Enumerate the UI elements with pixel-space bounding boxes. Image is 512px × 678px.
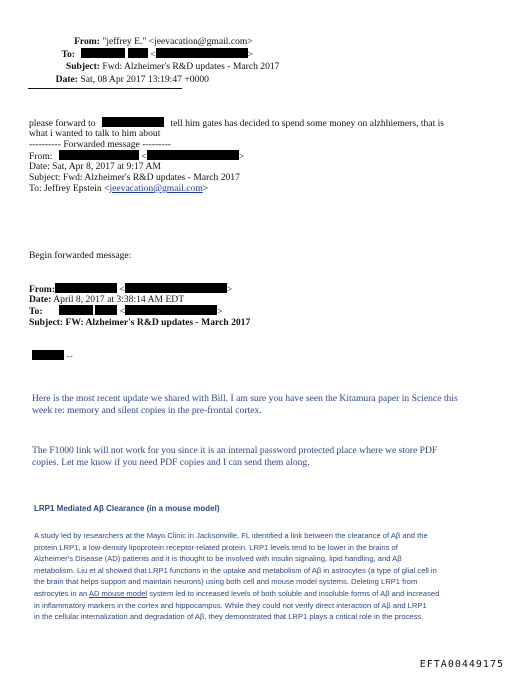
inner-from-row: From: < >	[29, 284, 233, 295]
header-from-label: From:	[74, 36, 100, 47]
begin-forwarded: Begin forwarded message:	[29, 250, 132, 261]
body-text: tell him gates has decided to spend some money on alzhhiemers, that is	[170, 118, 445, 129]
inner-subject-label: Subject:	[29, 317, 64, 328]
section-line: metabolism. Liu et al showed that LRP1 functions in the uptake and metabolism of Aβ in astrocytes (a type of glial cell in	[34, 565, 437, 575]
header-from-row	[0, 36, 512, 47]
redaction-box	[125, 305, 217, 315]
redaction-box	[32, 350, 64, 360]
body-line-2: what i wanted to talk to him about	[29, 128, 161, 139]
section-line: A study led by researchers at the Mayo Clinic in Jacksonville, FL identified a link between the clearance of Aβ and the	[34, 531, 428, 540]
fwd-to-row: To: Jeffrey Epstein <jeevacation@gmail.com>	[29, 183, 209, 194]
section-line: protein LRP1, a low-density lipoprotein receptor-related protein. LRP1 levels tend to be lower in the brains of	[34, 542, 398, 552]
fwd-date: Date: Sat, Apr 8, 2017 at 9:17 AM	[29, 161, 161, 172]
inner-date-value: April 8, 2017 at 3:38:14 AM EDT	[53, 294, 185, 305]
section-line: astrocytes in an AD mouse model system led to increased levels of both soluble and insoluble forms of Aβ and increased	[34, 588, 440, 598]
document-id: EFTA00449175	[419, 659, 504, 670]
section-line: Alzheimer's Disease (AD) patients and it is thought to be involved with insulin signaling, lipid handling, and Aβ	[34, 554, 402, 564]
header-subject-value: Fwd: Alzheimer's R&D updates - March 2017	[102, 61, 280, 72]
inner-date-row	[29, 294, 184, 305]
section-title: LRP1 Mediated Aβ Clearance (in a mouse model)	[34, 504, 220, 513]
section-line: in inflammatory markers in the cortex and hippocampus. While they could not verify direct interaction of Aβ and LRP1	[34, 600, 427, 610]
redaction-box	[59, 150, 139, 160]
fwd-from-label: From:	[29, 151, 53, 162]
section-line: the brain that helps support and maintain neurons) using both cell and mouse model systems. Deleting LRP1 from	[34, 577, 418, 587]
header-date-value: Sat, 08 Apr 2017 13:19:47 +0000	[80, 74, 209, 85]
redaction-box	[55, 283, 117, 293]
message-para2-line2: copies. Let me know if you need PDF copies and I can send them along.	[32, 457, 310, 468]
header-to-label: To:	[61, 49, 75, 60]
inner-subject-value: FW: Alzheimer's R&D updates - March 2017	[65, 317, 251, 328]
inner-date-label: Date:	[29, 294, 52, 305]
redaction-box	[59, 305, 93, 315]
forwarded-divider: ---------- Forwarded message ---------	[29, 139, 171, 150]
message-para1-line1: Here is the most recent update we shared with Bill. I am sure you have seen the Kitamura paper in Science this	[32, 393, 458, 404]
message-para1-line2: week re: memory and silent copies in the pre-frontal cortex.	[32, 405, 262, 416]
signature-row	[32, 350, 73, 362]
redaction-box	[128, 48, 148, 58]
signature-dashes: --	[66, 351, 73, 362]
fwd-to-prefix: To: Jeffrey Epstein <	[29, 183, 110, 194]
fwd-subject: Subject: Fwd: Alzheimer's R&D updates - March 2017	[29, 172, 240, 183]
inner-to-label: To:	[29, 306, 43, 317]
header-to-row: To: < >	[0, 48, 512, 60]
mouse-model-link[interactable]: AD mouse model	[88, 588, 148, 598]
header-subject-row	[0, 61, 512, 72]
inner-subject-row	[29, 317, 250, 328]
redaction-box	[125, 283, 227, 293]
message-para2-line1: The F1000 link will not work for you since it is an internal password protected place where we store PDF	[32, 445, 438, 456]
redaction-box	[81, 48, 125, 58]
inner-from-label: From:	[29, 284, 55, 295]
section-paragraph	[34, 530, 484, 623]
section-line: in the cellular internalization and degradation of Aβ, they demonstrated that LRP1 plays a critical role in the process.	[34, 612, 424, 622]
header-date-row	[0, 74, 512, 85]
redaction-box	[102, 117, 164, 127]
header-from-value: "jeffrey E." <jeevacation@gmail.com>	[102, 36, 253, 47]
header-date-label: Date:	[55, 74, 78, 85]
redaction-box	[95, 305, 117, 315]
redaction-box	[156, 48, 248, 58]
email-link[interactable]: jeevacation@gmail.com	[109, 183, 203, 194]
header-subject-label: Subject:	[65, 61, 100, 72]
redaction-box	[147, 150, 239, 160]
inner-to-row: To: < >	[29, 306, 223, 317]
body-text: please forward to	[29, 118, 96, 129]
header-divider	[28, 88, 182, 89]
fwd-from-row: From: < >	[29, 151, 245, 162]
